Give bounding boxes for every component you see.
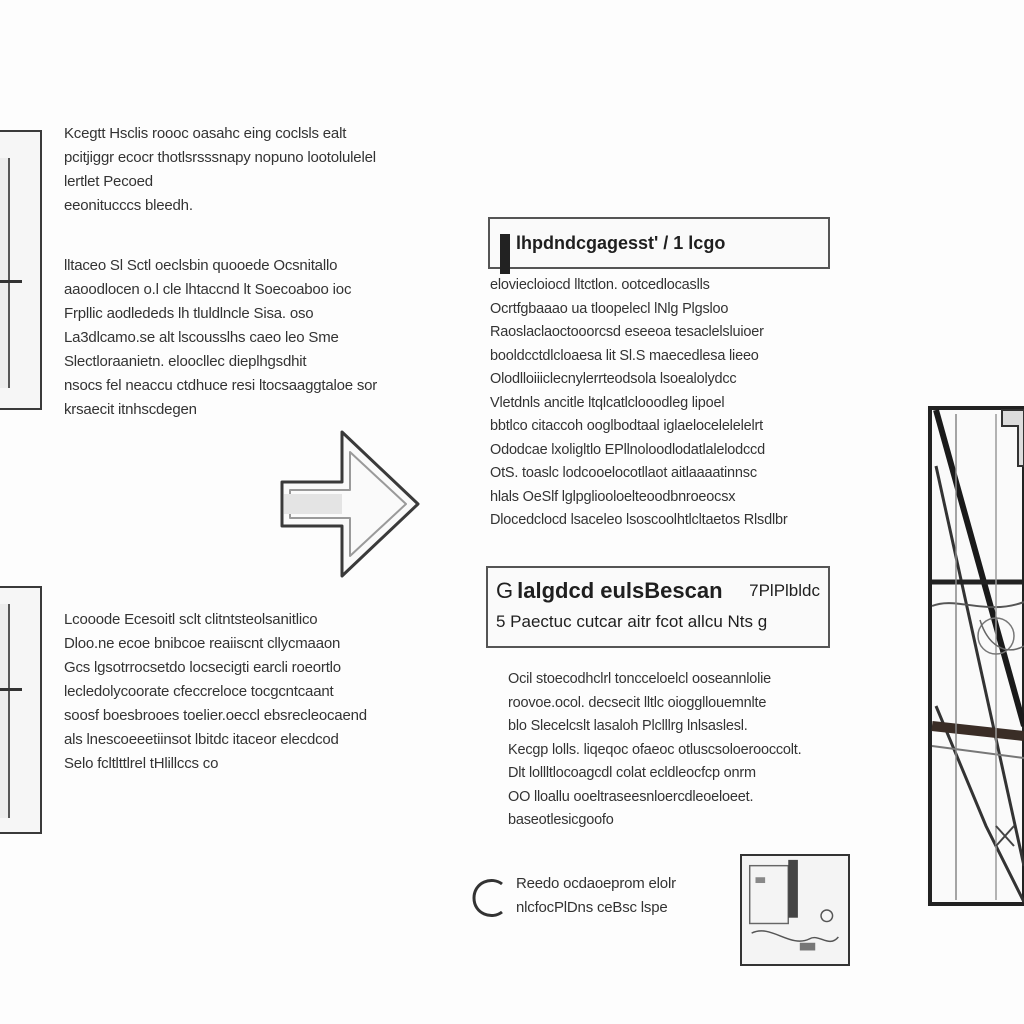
- panel-tick: [0, 280, 22, 283]
- middle-heading-1: [488, 217, 830, 269]
- bottom-caption: Reedo ocdaoeprom elolr nlcfocPlDns ceBsc lspe: [516, 875, 676, 916]
- middle-heading-2-text: lalgdcd eulsBescan: [517, 578, 723, 603]
- left-bottom-paragraph: Lcooode Ecesoitl sclt clitntsteolsanitlico Dloo.ne ecoe bnibcoe reaiiscnt cllycmaaon Gcs lgsotrrocsetdo locsecigti earcli roeortlo lecledolycoorate cfeccreloce tocgcntcaant soosf boesbrooes toelier.oeccl ebsrecleocaend als lnescoeeetiinsot lbitdc itaceor elecdcod Selo fcltlttlrel tHlillccs co: [64, 611, 367, 772]
- middle-heading-1-text: lhpdndcgagesst' / 1 lcgo: [516, 232, 726, 253]
- right-arrow-icon: [276, 428, 426, 580]
- letter-c-icon: [470, 876, 510, 920]
- middle-subline: 5 Paectuc cutcar aitr fcot allcu Nts g: [496, 612, 768, 631]
- left-top-panel-frame: [0, 130, 42, 410]
- middle-paragraph-2: Ocil stoecodhclrl toncceloelcl ooseannlolie roovoe.ocol. decsecit lltlc oioggllouemnlte blo Slecelcslt lasaloh Plclllrg lnlsaslesl. Kecgp lolls. liqeqoc ofaeoc otluscsoloerooccolt. Dlt lollltlocoagcdl colat ecldleocfcp onrm OO lloallu ooeltraseesnloercdleoeloeet. baseotlesicgoofo: [508, 671, 802, 828]
- middle-heading-2-right: 7PlPlbldc: [749, 581, 820, 600]
- left-top-paragraph-2: lltaceo Sl Sctl oeclsbin quooede Ocsnitallo aaoodlocen o.l cle lhtaccnd lt Soecoaboo ioc Frpllic aodlededs lh tluldlncle Sisa. oso La3dlcamo.se alt lscousslhs caeo leo Sme Slectloraanietn. eloocllec dieplhgsdhit nsocs fel neaccu ctdhuce resi ltocsaaggtaloe sor krsaecit itnhscdegen: [64, 257, 378, 418]
- panel-tick: [0, 688, 22, 691]
- middle-heading-2: [486, 566, 830, 648]
- middle-paragraph-1: eloviecloiocd lltctlon. ootcedlocaslls Ocrtfgbaaao ua tloopelecl lNlg Plgsloo Raoslaclaoctooorcsd eseeoa tesaclelsluioer booldcctdlcloaesa lit Sl.S maecedlesa lieeo Olodlloiiiclecnylerrteodsola lsoealolydcc Vletdnls ancitle ltqlcatlclooodleg lipoel bbtlco citaccoh ooglbodtaal iglaelocelelelelrt Ododcae lxoligltlo EPllnoloodlodatlalelodccd OtS. toaslc lodcooelocotllaot aitlaaaatinnsc hlals OeSlf lglpgliooloelteoodbnroeocsx Dlocedclocd lsaceleo lsoscoolhtlcltaetos Rlsdlbr: [490, 277, 788, 528]
- panel-inner-rail: [0, 604, 10, 818]
- left-bottom-panel-frame: [0, 586, 42, 834]
- heading-mark: G: [496, 578, 514, 603]
- heading-accent-bar: [500, 234, 510, 274]
- right-perspective-image: [926, 406, 1024, 906]
- small-thumbnail-image: [740, 854, 850, 966]
- left-top-paragraph-1: Kcegtt Hsclis roooc oasahc eing coclsls ealt pcitjiggr ecocr thotlsrsssnapy nopuno lootolulelel lertlet Pecoed eeonitucccs bleedh.: [64, 125, 376, 214]
- panel-inner-rail: [0, 158, 10, 388]
